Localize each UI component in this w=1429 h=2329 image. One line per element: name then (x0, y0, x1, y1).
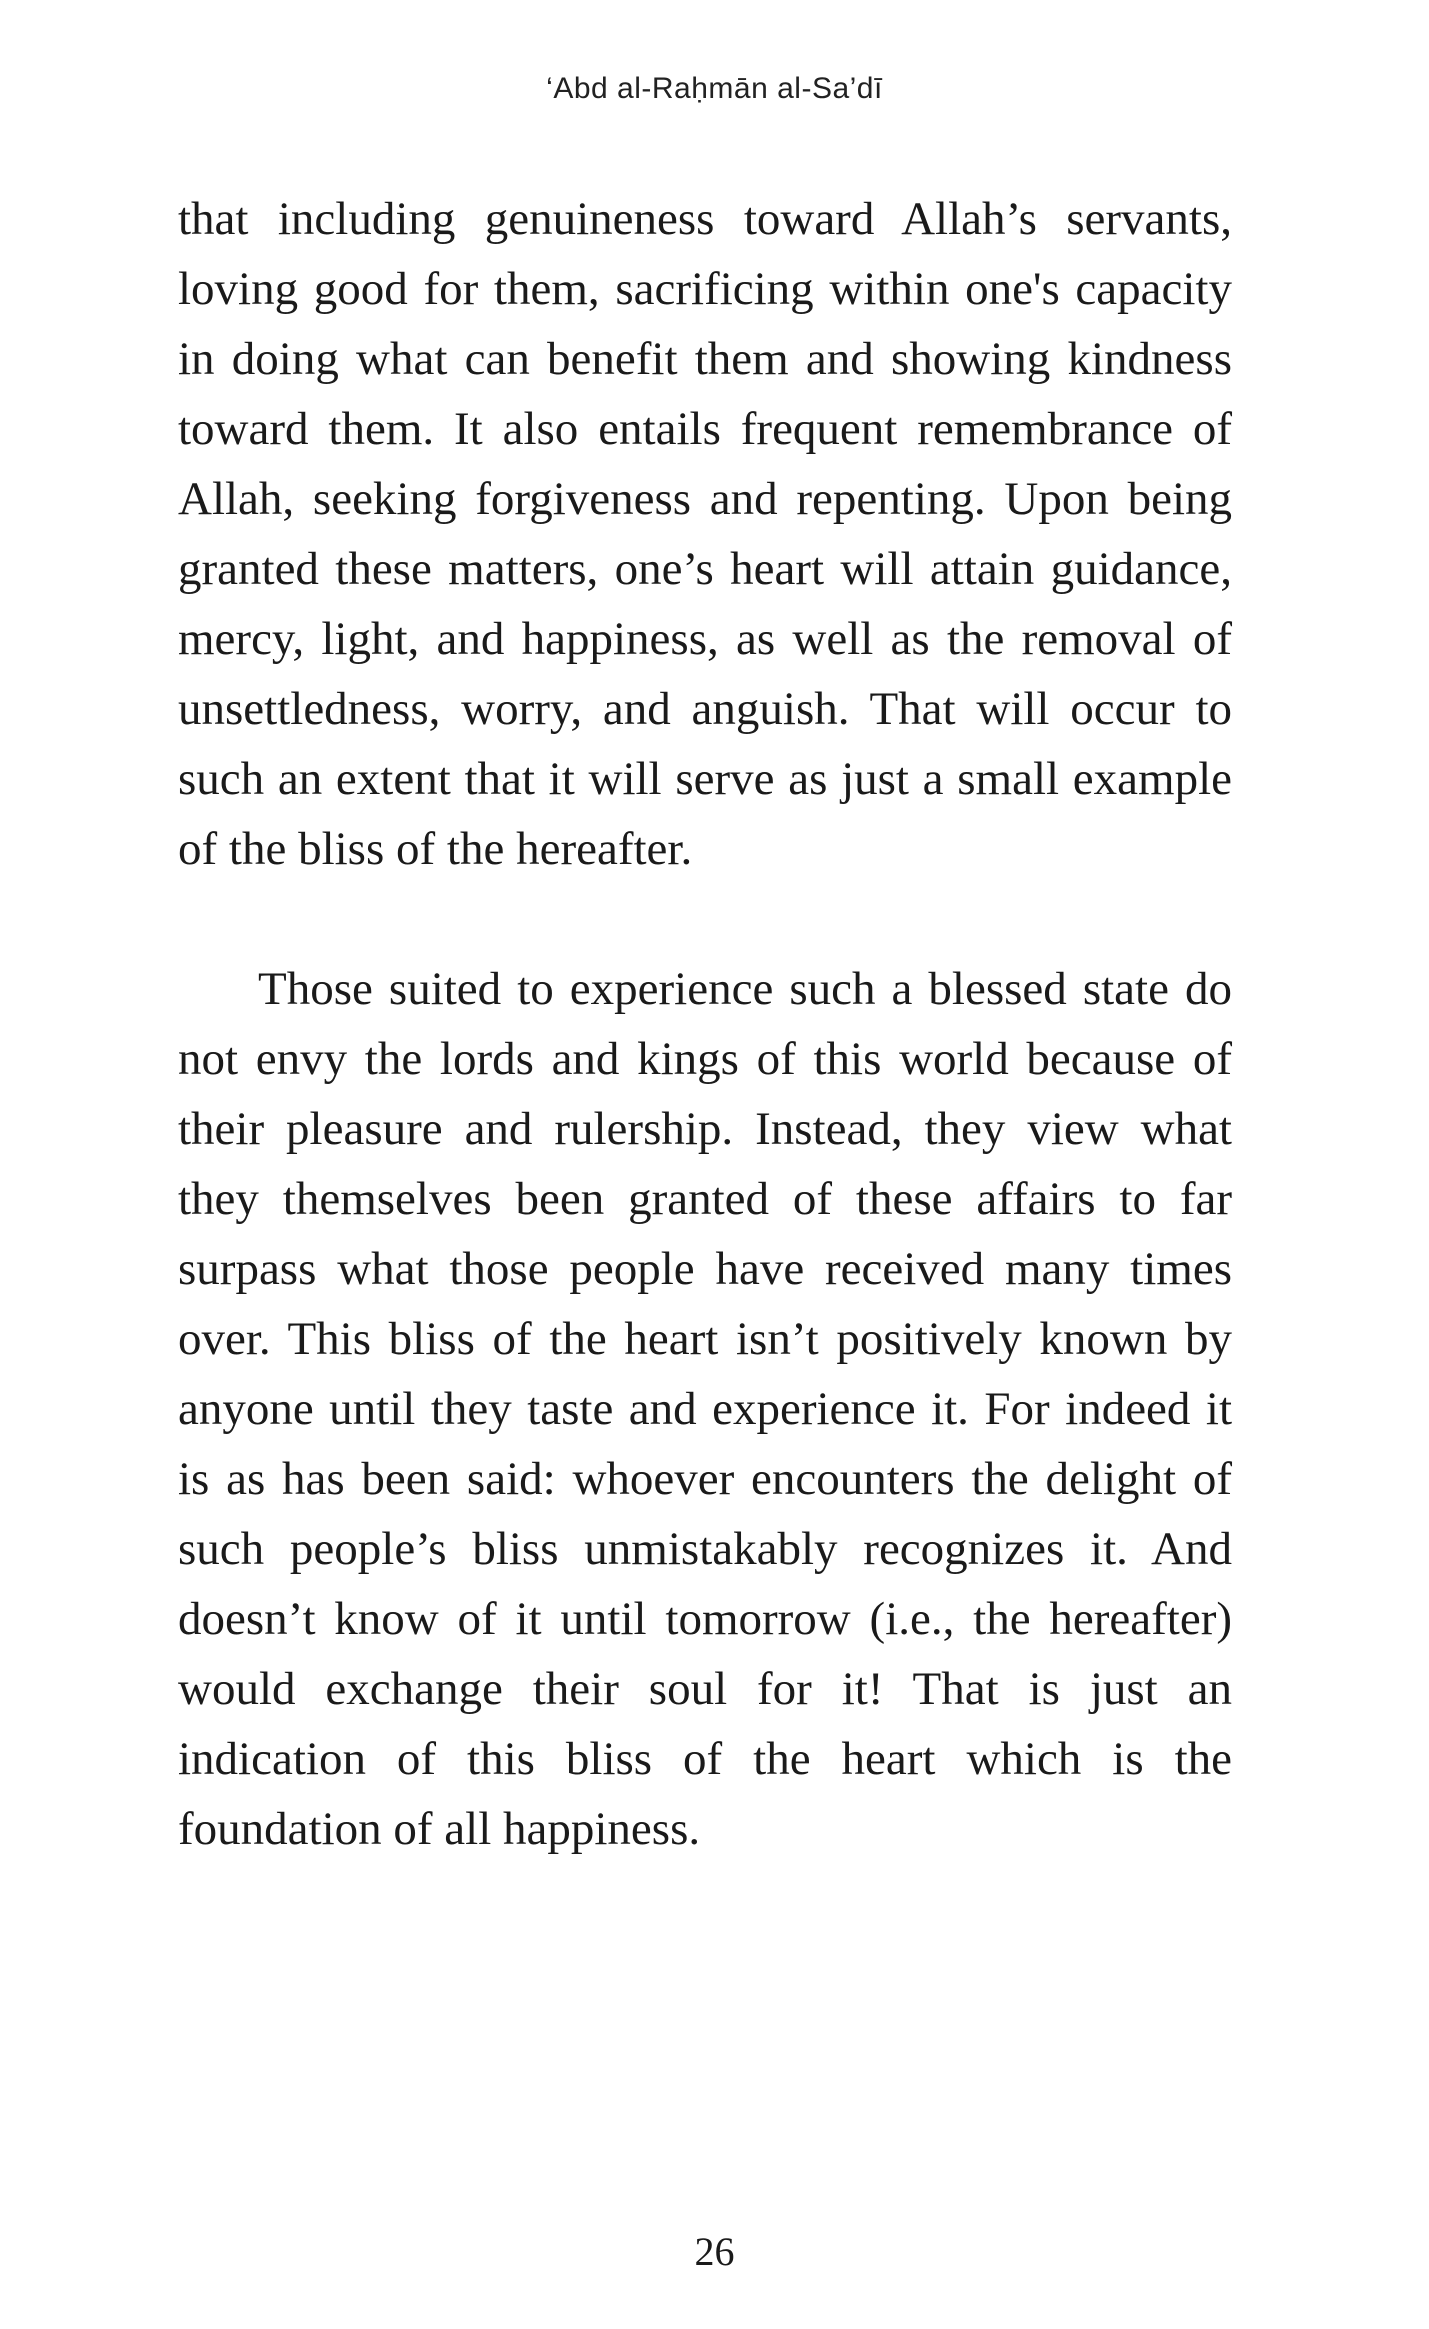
body-text (178, 184, 1232, 1864)
paragraph-continued: that including genuineness toward Allah’s servants, loving good for them, sacrificing within one's capacity in doing what can benefit them and showing kindness toward them. It also entails frequent remembrance of Allah, seeking forgiveness and repenting. Upon being granted these matters, one’s heart will attain guidance, mercy, light, and happiness, as well as the removal of unsettledness, worry, and anguish. That will occur to such an extent that it will serve as just a small example of the bliss of the hereafter. (178, 193, 1232, 875)
paragraph-blessed-state: Those suited to experience such a blessed state do not envy the lords and kings of this world because of their pleasure and rulership. Instead, they view what they themselves been granted of these affairs to far surpass what those people have received many times over. This bliss of the heart isn’t positively known by anyone until they taste and experience it. For indeed it is as has been said: whoever encounters the delight of such people’s bliss unmistakably recognizes it. And doesn’t know of it until tomorrow (i.e., the hereafter) would exchange their soul for it! That is just an indication of this bliss of the heart which is the foundation of all happiness. (178, 963, 1232, 1855)
running-header: ‘Abd al-Raḥmān al-Sa’dī (546, 72, 883, 105)
page-number: 26 (694, 2229, 735, 2274)
